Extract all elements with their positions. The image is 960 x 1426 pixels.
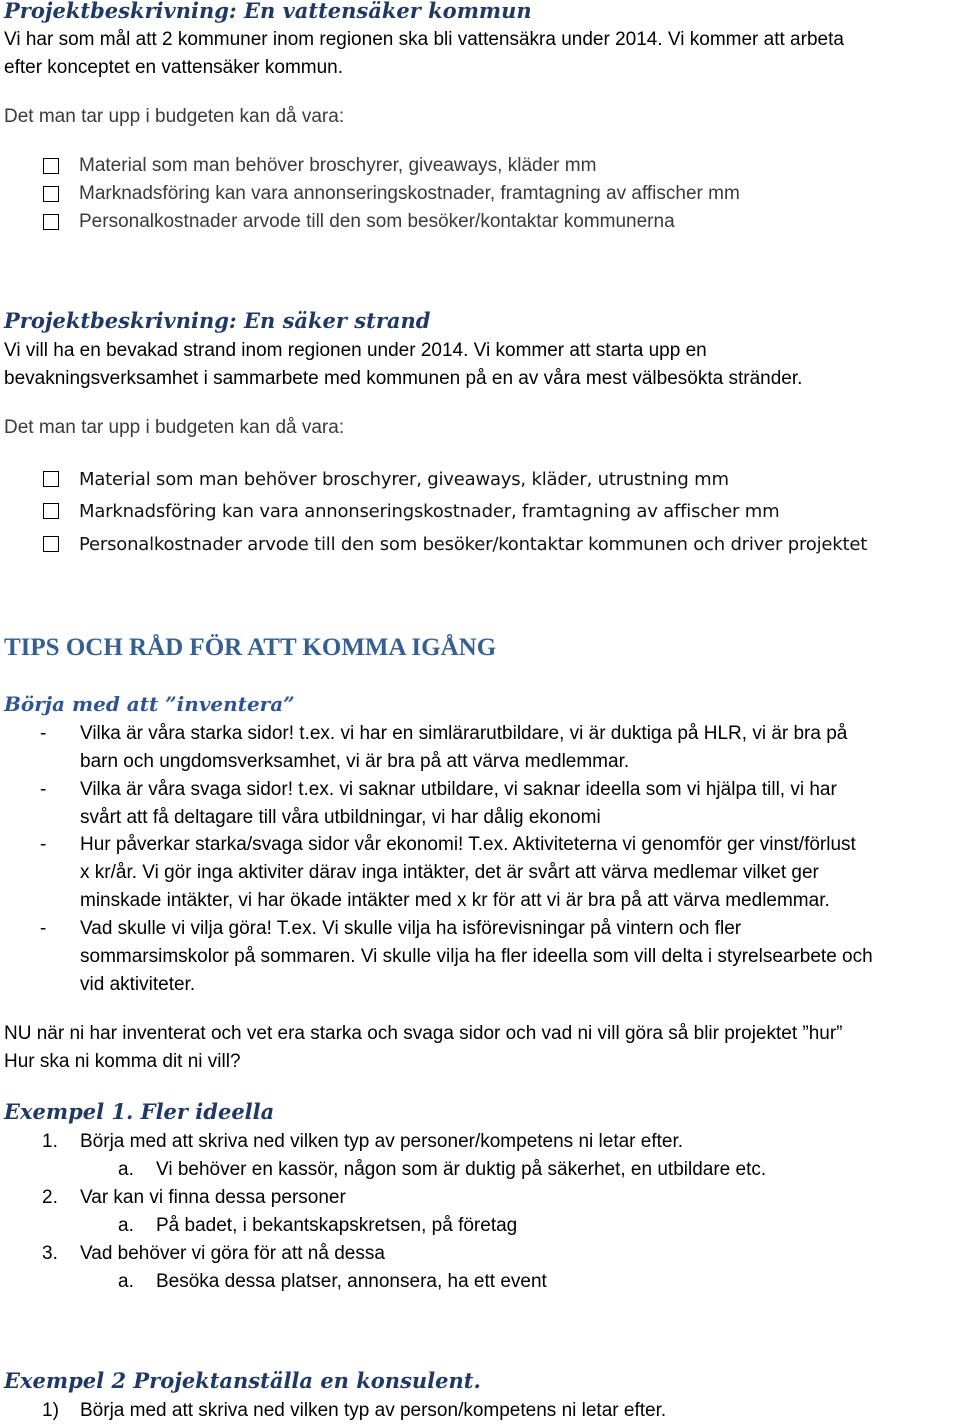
checklist-label: Personalkostnader arvode till den som besöker/kontaktar kommunen och driver projektet [79,533,868,555]
tips-item-line: Vad skulle vi vilja göra! T.ex. Vi skulle vilja ha isförevisningar på vintern och fler [80,918,742,939]
step-number: 3. [42,1243,58,1264]
checklist-label: Marknadsföring kan vara annonseringskostnader, framtagning av affischer mm [79,500,780,522]
project2-budget-intro: Det man tar upp i budgeten kan då vara: [4,417,345,438]
dash-marker: - [40,918,47,939]
step-text: Börja med att skriva ned vilken typ av personer/kompetens ni letar efter. [80,1131,684,1152]
tips-item-line: Vilka är våra svaga sidor! t.ex. vi saknar utbildare, vi saknar ideella som vi hjälpa till, vi har [80,779,837,800]
checklist-label: Marknadsföring kan vara annonseringskostnader, framtagning av affischer mm [79,183,740,204]
example1-title: Exempel 1. Fler ideella [4,1099,275,1124]
project1-checklist-item-3[interactable] [43,208,675,236]
checkbox[interactable] [43,186,59,202]
checkbox[interactable] [43,503,59,519]
step-number: 1. [42,1131,58,1152]
tips-subtitle: Börja med att ”inventera” [4,692,295,716]
checkbox[interactable] [43,471,59,487]
dash-marker: - [40,779,47,800]
tips-summary-line-2: Hur ska ni komma dit ni vill? [4,1051,241,1072]
tips-item-line: minskade intäkter, vi har ökade intäkter med x kr för att vi är bra på att värva medlemmar. [80,890,830,911]
tips-item-line: Hur påverkar starka/svaga sidor vår ekonomi! T.ex. Aktiviteterna vi genomför ger vinst/förlust [80,834,856,855]
example2-title: Exempel 2 Projektanställa en konsulent. [4,1368,481,1393]
project1-line-1: Vi har som mål att 2 kommuner inom regionen ska bli vattensäkra under 2014. Vi kommer att arbeta [4,29,844,50]
tips-item-line: barn och ungdomsverksamhet, vi är bra på att värva medlemmar. [80,751,630,772]
checklist-label: Material som man behöver broschyrer, giveaways, kläder, utrustning mm [79,468,729,490]
tips-item-line: x kr/år. Vi gör inga aktiviter därav inga intäkter, det är svårt att värva medlemar vilket ger [80,862,819,883]
sub-step-letter: a. [118,1271,134,1292]
project2-checklist-item-2[interactable] [43,497,779,525]
project1-budget-intro: Det man tar upp i budgeten kan då vara: [4,106,345,127]
project2-checklist-item-3[interactable] [43,530,867,558]
tips-item-line: sommarsimskolor på sommaren. Vi skulle vilja ha fler ideella som vill delta i styrelsearbete och [80,946,873,967]
checkbox[interactable] [43,536,59,552]
tips-title: TIPS OCH RÅD FÖR ATT KOMMA IGÅNG [4,634,497,661]
step-number: 2. [42,1187,58,1208]
sub-step-text: Vi behöver en kassör, någon som är duktig på säkerhet, en utbildare etc. [156,1159,767,1180]
example1-step-3 [42,1240,385,1268]
example1-step-1 [42,1128,683,1156]
project2-line-1: Vi vill ha en bevakad strand inom regionen under 2014. Vi kommer att starta upp en [4,340,707,361]
project2-checklist-item-1[interactable] [43,465,729,493]
step-text: Börja med att skriva ned vilken typ av person/kompetens ni letar efter. [80,1400,667,1421]
dash-marker: - [40,723,47,744]
sub-step-text: Besöka dessa platser, annonsera, ha ett event [156,1271,547,1292]
example1-step-3-sub [118,1268,547,1296]
sub-step-letter: a. [118,1215,134,1236]
project1-checklist-item-1[interactable] [43,152,596,180]
tips-item-line: vid aktiviteter. [80,974,196,995]
checkbox[interactable] [43,214,59,230]
step-text: Vad behöver vi göra för att nå dessa [80,1243,385,1264]
example2-step-1 [42,1397,666,1425]
sub-step-text: På badet, i bekantskapskretsen, på företag [156,1215,518,1236]
checkbox[interactable] [43,158,59,174]
step-number: 1) [42,1400,59,1421]
tips-item-line: svårt att få deltagare till våra utbildningar, vi har dålig ekonomi [80,807,601,828]
tips-summary-line-1: NU när ni har inventerat och vet era starka och svaga sidor och vad ni vill göra så blir projektet ”hur” [4,1023,843,1044]
step-text: Var kan vi finna dessa personer [80,1187,346,1208]
dash-marker: - [40,834,47,855]
example1-step-2-sub [118,1212,517,1240]
project1-line-2: efter konceptet en vattensäker kommun. [4,57,344,78]
sub-step-letter: a. [118,1159,134,1180]
tips-item-line: Vilka är våra starka sidor! t.ex. vi har en simlärarutbildare, vi är duktiga på HLR, vi är bra på [80,723,848,744]
checklist-label: Personalkostnader arvode till den som besöker/kontaktar kommunerna [79,211,675,232]
example1-step-1-sub [118,1156,766,1184]
project1-checklist-item-2[interactable] [43,180,740,208]
project2-title: Projektbeskrivning: En säker strand [4,308,431,333]
project1-title: Projektbeskrivning: En vattensäker kommun [4,0,532,23]
project2-line-2: bevakningsverksamhet i sammarbete med kommunen på en av våra mest välbesökta stränder. [4,368,803,389]
checklist-label: Material som man behöver broschyrer, giveaways, kläder mm [79,155,597,176]
example1-step-2 [42,1184,346,1212]
